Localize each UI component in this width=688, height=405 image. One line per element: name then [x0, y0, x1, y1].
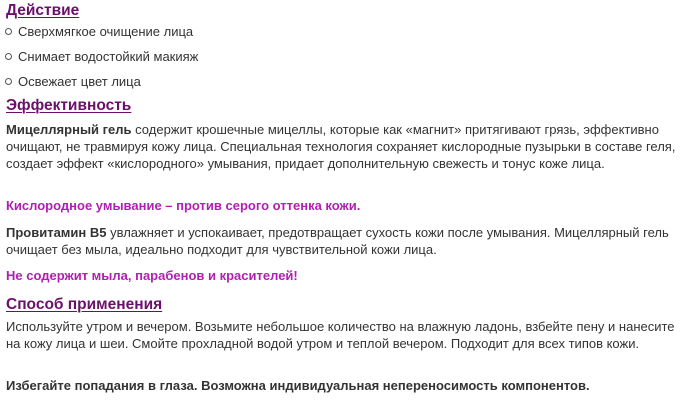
bullet-text: Снимает водостойкий макияж [18, 48, 199, 64]
oxygen-wash-note: Кислородное умывание – против серого оттенка кожи. [6, 198, 361, 213]
efficiency-heading: Эффективность [6, 97, 132, 114]
efficiency-paragraph [6, 121, 684, 172]
usage-paragraph: Используйте утром и вечером. Возьмите небольшое количество на влажную ладонь, взбейте пену и нанесите на кожу лица и шеи. Смойте прохладной водой утром и теплой вечером. Подходит для всех типов кожи. [6, 319, 675, 351]
usage-heading: Способ применения [6, 296, 163, 313]
list-item [4, 22, 193, 40]
circle-bullet-icon [5, 78, 12, 85]
provitamin-paragraph [6, 224, 684, 258]
free-from-note: Не содержит мыла, парабенов и красителей! [6, 268, 298, 283]
bullet-text: Освежает цвет лица [18, 73, 141, 89]
action-heading: Действие [6, 2, 80, 19]
provitamin-label: Провитамин B5 [6, 225, 107, 240]
circle-bullet-icon [5, 53, 12, 60]
efficiency-paragraph-text: содержит крошечные мицеллы, которые как «магнит» притягивают грязь, эффективно очищают, не травмируя кожу лица. Специальная технология сохраняет кислородные пузырьки в составе геля, создает эффект «кислородного» умывания, придает дополнительную свежесть и тонус коже лица. [6, 122, 676, 171]
eye-warning: Избегайте попадания в глаза. Возможна индивидуальная непереносимость компонентов. [6, 378, 590, 393]
list-item [4, 47, 198, 65]
circle-bullet-icon [5, 28, 12, 35]
bullet-text: Сверхмягкое очищение лица [18, 23, 194, 39]
provitamin-paragraph-text: увлажняет и успокаивает, предотвращает сухость кожи после умывания. Мицеллярный гель очищает без мыла, идеально подходит для чувствительной кожи лица. [6, 225, 669, 257]
micellar-gel-label: Мицеллярный гель [6, 122, 132, 137]
list-item [4, 72, 141, 90]
